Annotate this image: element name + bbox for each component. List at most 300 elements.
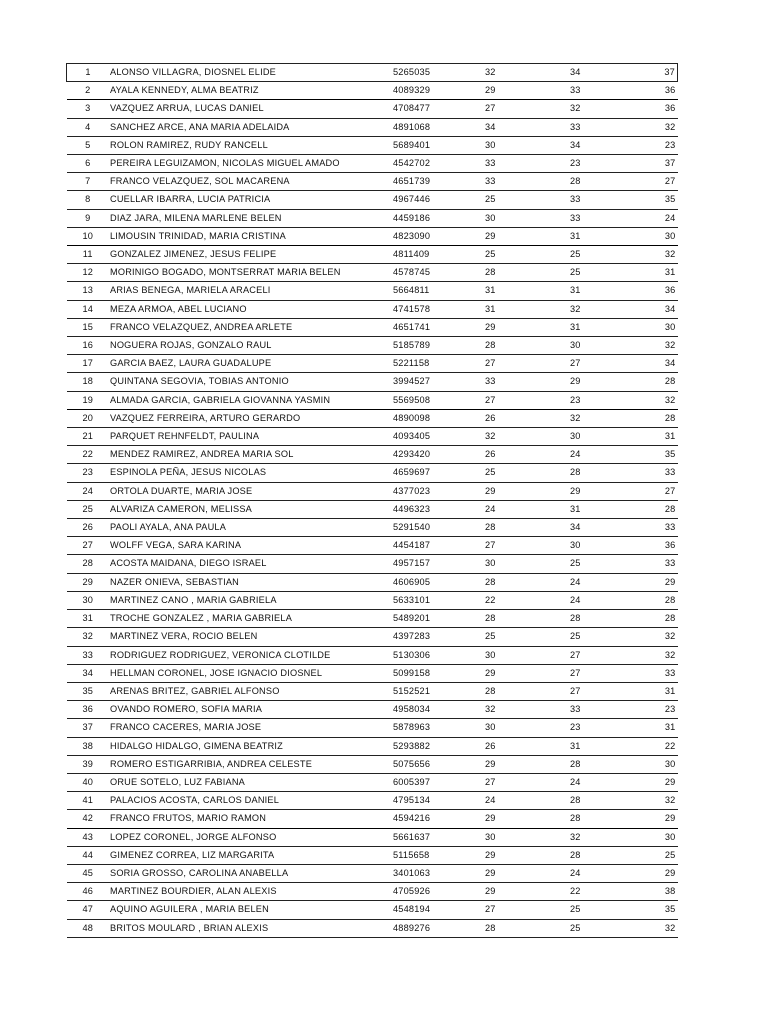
student-name-cell: RODRIGUEZ RODRIGUEZ, VERONICA CLOTILDE [109,646,391,664]
student-name-cell: MENDEZ RAMIREZ, ANDREA MARIA SOL [109,446,391,464]
student-name-cell: VAZQUEZ ARRUA, LUCAS DANIEL [109,100,391,118]
row-number-cell: 35 [67,682,110,700]
row-number-cell: 7 [67,173,110,191]
table-row [67,155,678,173]
id-number-cell: 4708477 [391,100,473,118]
score-1-cell: 26 [473,446,563,464]
student-name-cell: DIAZ JARA, MILENA MARLENE BELEN [109,209,391,227]
student-name-cell: ROLON RAMIREZ, RUDY RANCELL [109,136,391,154]
student-name-cell: HELLMAN CORONEL, JOSE IGNACIO DIOSNEL [109,664,391,682]
student-name-cell: ORTOLA DUARTE, MARIA JOSE [109,482,391,500]
student-name-cell: CUELLAR IBARRA, LUCIA PATRICIA [109,191,391,209]
score-3-cell: 31 [648,428,678,446]
id-number-cell: 3401063 [391,864,473,882]
score-1-cell: 31 [473,282,563,300]
score-2-cell: 31 [563,500,648,518]
score-2-cell: 34 [563,519,648,537]
table-row [67,82,678,100]
student-name-cell: ALONSO VILLAGRA, DIOSNEL ELIDE [109,64,391,82]
score-2-cell: 25 [563,919,648,937]
score-3-cell: 27 [648,482,678,500]
score-1-cell: 28 [473,919,563,937]
score-3-cell: 36 [648,537,678,555]
table-row [67,482,678,500]
student-name-cell: PALACIOS ACOSTA, CARLOS DANIEL [109,792,391,810]
student-name-cell: ALVARIZA CAMERON, MELISSA [109,500,391,518]
id-number-cell: 4594216 [391,810,473,828]
table-body [67,64,678,938]
table-row [67,537,678,555]
table-row [67,919,678,937]
score-2-cell: 23 [563,155,648,173]
id-number-cell: 4459186 [391,209,473,227]
score-3-cell: 36 [648,282,678,300]
score-1-cell: 29 [473,810,563,828]
row-number-cell: 15 [67,318,110,336]
table-row [67,337,678,355]
score-1-cell: 24 [473,500,563,518]
row-number-cell: 23 [67,464,110,482]
score-1-cell: 30 [473,719,563,737]
score-3-cell: 22 [648,737,678,755]
id-number-cell: 4795134 [391,792,473,810]
score-2-cell: 27 [563,664,648,682]
id-number-cell: 4542702 [391,155,473,173]
row-number-cell: 43 [67,828,110,846]
score-1-cell: 30 [473,209,563,227]
table-row [67,173,678,191]
id-number-cell: 4967446 [391,191,473,209]
student-name-cell: ESPINOLA PEÑA, JESUS NICOLAS [109,464,391,482]
row-number-cell: 8 [67,191,110,209]
score-1-cell: 28 [473,264,563,282]
score-3-cell: 33 [648,664,678,682]
table-row [67,519,678,537]
student-name-cell: SORIA GROSSO, CAROLINA ANABELLA [109,864,391,882]
table-row [67,737,678,755]
score-2-cell: 29 [563,373,648,391]
score-3-cell: 37 [648,155,678,173]
score-1-cell: 29 [473,227,563,245]
row-number-cell: 42 [67,810,110,828]
score-2-cell: 33 [563,209,648,227]
id-number-cell: 5661637 [391,828,473,846]
id-number-cell: 5291540 [391,519,473,537]
student-name-cell: TROCHE GONZALEZ , MARIA GABRIELA [109,610,391,628]
score-1-cell: 28 [473,573,563,591]
id-number-cell: 3994527 [391,373,473,391]
score-1-cell: 27 [473,773,563,791]
row-number-cell: 39 [67,755,110,773]
score-1-cell: 27 [473,391,563,409]
student-name-cell: GIMENEZ CORREA, LIZ MARGARITA [109,846,391,864]
student-name-cell: MORINIGO BOGADO, MONTSERRAT MARIA BELEN [109,264,391,282]
score-3-cell: 30 [648,227,678,245]
score-2-cell: 28 [563,173,648,191]
score-3-cell: 30 [648,318,678,336]
score-3-cell: 28 [648,409,678,427]
table-row [67,446,678,464]
score-2-cell: 28 [563,846,648,864]
score-3-cell: 32 [648,391,678,409]
student-name-cell: PEREIRA LEGUIZAMON, NICOLAS MIGUEL AMADO [109,155,391,173]
row-number-cell: 2 [67,82,110,100]
score-1-cell: 30 [473,136,563,154]
table-row [67,209,678,227]
row-number-cell: 41 [67,792,110,810]
score-3-cell: 34 [648,300,678,318]
score-1-cell: 28 [473,682,563,700]
student-name-cell: GARCIA BAEZ, LAURA GUADALUPE [109,355,391,373]
table-row [67,409,678,427]
score-1-cell: 29 [473,664,563,682]
score-2-cell: 31 [563,737,648,755]
id-number-cell: 4705926 [391,883,473,901]
score-3-cell: 32 [648,646,678,664]
score-3-cell: 25 [648,846,678,864]
score-1-cell: 28 [473,610,563,628]
score-2-cell: 24 [563,864,648,882]
score-1-cell: 33 [473,173,563,191]
id-number-cell: 4377023 [391,482,473,500]
row-number-cell: 45 [67,864,110,882]
score-3-cell: 30 [648,755,678,773]
score-2-cell: 33 [563,701,648,719]
id-number-cell: 5878963 [391,719,473,737]
score-1-cell: 31 [473,300,563,318]
score-2-cell: 24 [563,446,648,464]
score-3-cell: 27 [648,173,678,191]
score-2-cell: 27 [563,682,648,700]
row-number-cell: 20 [67,409,110,427]
student-name-cell: FRANCO VELAZQUEZ, ANDREA ARLETE [109,318,391,336]
student-name-cell: FRANCO FRUTOS, MARIO RAMON [109,810,391,828]
id-number-cell: 5265035 [391,64,473,82]
id-number-cell: 5633101 [391,591,473,609]
score-1-cell: 29 [473,318,563,336]
row-number-cell: 40 [67,773,110,791]
score-3-cell: 33 [648,519,678,537]
score-2-cell: 24 [563,573,648,591]
id-number-cell: 5099158 [391,664,473,682]
score-1-cell: 32 [473,701,563,719]
row-number-cell: 18 [67,373,110,391]
row-number-cell: 16 [67,337,110,355]
score-1-cell: 29 [473,846,563,864]
score-2-cell: 28 [563,792,648,810]
table-row [67,282,678,300]
row-number-cell: 46 [67,883,110,901]
score-1-cell: 25 [473,628,563,646]
score-1-cell: 27 [473,355,563,373]
score-2-cell: 25 [563,901,648,919]
table-row [67,682,678,700]
score-1-cell: 28 [473,519,563,537]
id-number-cell: 4397283 [391,628,473,646]
id-number-cell: 4093405 [391,428,473,446]
score-3-cell: 35 [648,901,678,919]
id-number-cell: 5130306 [391,646,473,664]
row-number-cell: 21 [67,428,110,446]
table-row [67,464,678,482]
student-name-cell: AQUINO AGUILERA , MARIA BELEN [109,901,391,919]
score-3-cell: 23 [648,136,678,154]
score-2-cell: 32 [563,828,648,846]
table-row [67,628,678,646]
row-number-cell: 29 [67,573,110,591]
table-row [67,773,678,791]
row-number-cell: 11 [67,246,110,264]
table-row [67,500,678,518]
table-row [67,664,678,682]
row-number-cell: 27 [67,537,110,555]
row-number-cell: 33 [67,646,110,664]
score-2-cell: 33 [563,191,648,209]
score-2-cell: 24 [563,591,648,609]
id-number-cell: 5664811 [391,282,473,300]
id-number-cell: 4957157 [391,555,473,573]
student-name-cell: ALMADA GARCIA, GABRIELA GIOVANNA YASMIN [109,391,391,409]
score-3-cell: 32 [648,337,678,355]
id-number-cell: 5489201 [391,610,473,628]
score-3-cell: 31 [648,719,678,737]
table-row [67,373,678,391]
score-2-cell: 28 [563,464,648,482]
score-3-cell: 24 [648,209,678,227]
id-number-cell: 4454187 [391,537,473,555]
id-number-cell: 5221158 [391,355,473,373]
student-name-cell: HIDALGO HIDALGO, GIMENA BEATRIZ [109,737,391,755]
student-name-cell: AYALA KENNEDY, ALMA BEATRIZ [109,82,391,100]
row-number-cell: 24 [67,482,110,500]
score-3-cell: 32 [648,246,678,264]
table-row [67,846,678,864]
id-number-cell: 4578745 [391,264,473,282]
student-name-cell: FRANCO CACERES, MARIA JOSE [109,719,391,737]
student-name-cell: ROMERO ESTIGARRIBIA, ANDREA CELESTE [109,755,391,773]
score-1-cell: 27 [473,537,563,555]
score-1-cell: 28 [473,337,563,355]
score-3-cell: 32 [648,628,678,646]
score-1-cell: 27 [473,100,563,118]
score-2-cell: 34 [563,64,648,82]
score-1-cell: 32 [473,64,563,82]
id-number-cell: 5185789 [391,337,473,355]
score-2-cell: 27 [563,646,648,664]
id-number-cell: 4651739 [391,173,473,191]
score-3-cell: 38 [648,883,678,901]
table-row [67,810,678,828]
id-number-cell: 4890098 [391,409,473,427]
score-3-cell: 32 [648,919,678,937]
row-number-cell: 31 [67,610,110,628]
score-1-cell: 27 [473,901,563,919]
table-row [67,591,678,609]
score-1-cell: 25 [473,464,563,482]
score-3-cell: 34 [648,355,678,373]
score-3-cell: 29 [648,573,678,591]
score-2-cell: 23 [563,719,648,737]
score-1-cell: 26 [473,737,563,755]
score-1-cell: 30 [473,828,563,846]
score-3-cell: 36 [648,100,678,118]
score-1-cell: 22 [473,591,563,609]
id-number-cell: 4958034 [391,701,473,719]
table-row [67,646,678,664]
student-name-cell: MARTINEZ CANO , MARIA GABRIELA [109,591,391,609]
id-number-cell: 4891068 [391,118,473,136]
row-number-cell: 10 [67,227,110,245]
table-row [67,755,678,773]
id-number-cell: 5152521 [391,682,473,700]
id-number-cell: 6005397 [391,773,473,791]
student-name-cell: MARTINEZ BOURDIER, ALAN ALEXIS [109,883,391,901]
score-2-cell: 32 [563,300,648,318]
student-name-cell: FRANCO VELAZQUEZ, SOL MACARENA [109,173,391,191]
table-row [67,355,678,373]
score-2-cell: 31 [563,227,648,245]
score-1-cell: 32 [473,428,563,446]
table-row [67,64,678,82]
score-1-cell: 29 [473,864,563,882]
score-2-cell: 32 [563,409,648,427]
student-name-cell: MEZA ARMOA, ABEL LUCIANO [109,300,391,318]
row-number-cell: 32 [67,628,110,646]
table-row [67,300,678,318]
row-number-cell: 34 [67,664,110,682]
score-3-cell: 35 [648,191,678,209]
score-2-cell: 31 [563,282,648,300]
row-number-cell: 26 [67,519,110,537]
score-3-cell: 28 [648,610,678,628]
score-2-cell: 25 [563,246,648,264]
score-2-cell: 30 [563,428,648,446]
score-2-cell: 34 [563,136,648,154]
row-number-cell: 6 [67,155,110,173]
row-number-cell: 30 [67,591,110,609]
student-name-cell: NOGUERA ROJAS, GONZALO RAUL [109,337,391,355]
table-row [67,719,678,737]
row-number-cell: 47 [67,901,110,919]
score-2-cell: 28 [563,810,648,828]
score-1-cell: 34 [473,118,563,136]
score-3-cell: 35 [648,446,678,464]
row-number-cell: 1 [67,64,110,82]
student-name-cell: NAZER ONIEVA, SEBASTIAN [109,573,391,591]
id-number-cell: 4889276 [391,919,473,937]
score-2-cell: 24 [563,773,648,791]
id-number-cell: 4548194 [391,901,473,919]
score-2-cell: 28 [563,610,648,628]
student-name-cell: ACOSTA MAIDANA, DIEGO ISRAEL [109,555,391,573]
score-2-cell: 30 [563,337,648,355]
score-2-cell: 29 [563,482,648,500]
student-name-cell: MARTINEZ VERA, ROCIO BELEN [109,628,391,646]
score-3-cell: 33 [648,464,678,482]
student-name-cell: SANCHEZ ARCE, ANA MARIA ADELAIDA [109,118,391,136]
score-1-cell: 26 [473,409,563,427]
row-number-cell: 37 [67,719,110,737]
score-3-cell: 23 [648,701,678,719]
score-2-cell: 28 [563,755,648,773]
id-number-cell: 5075656 [391,755,473,773]
row-number-cell: 44 [67,846,110,864]
row-number-cell: 13 [67,282,110,300]
score-3-cell: 37 [648,64,678,82]
score-2-cell: 25 [563,628,648,646]
id-number-cell: 4293420 [391,446,473,464]
score-1-cell: 25 [473,191,563,209]
table-row [67,555,678,573]
score-2-cell: 23 [563,391,648,409]
id-number-cell: 4823090 [391,227,473,245]
table-row [67,391,678,409]
score-2-cell: 32 [563,100,648,118]
table-row [67,701,678,719]
student-name-cell: PARQUET REHNFELDT, PAULINA [109,428,391,446]
score-3-cell: 30 [648,828,678,846]
id-number-cell: 4651741 [391,318,473,336]
score-3-cell: 29 [648,864,678,882]
score-2-cell: 27 [563,355,648,373]
table-row [67,610,678,628]
student-name-cell: LOPEZ CORONEL, JORGE ALFONSO [109,828,391,846]
id-number-cell: 4741578 [391,300,473,318]
score-1-cell: 29 [473,482,563,500]
student-name-cell: GONZALEZ JIMENEZ, JESUS FELIPE [109,246,391,264]
student-name-cell: ORUE SOTELO, LUZ FABIANA [109,773,391,791]
id-number-cell: 4089329 [391,82,473,100]
student-name-cell: PAOLI AYALA, ANA PAULA [109,519,391,537]
score-3-cell: 28 [648,591,678,609]
score-2-cell: 25 [563,264,648,282]
score-2-cell: 31 [563,318,648,336]
score-1-cell: 30 [473,555,563,573]
score-2-cell: 30 [563,537,648,555]
table-row [67,264,678,282]
student-name-cell: BRITOS MOULARD , BRIAN ALEXIS [109,919,391,937]
row-number-cell: 36 [67,701,110,719]
row-number-cell: 25 [67,500,110,518]
row-number-cell: 48 [67,919,110,937]
score-2-cell: 33 [563,118,648,136]
student-name-cell: ARENAS BRITEZ, GABRIEL ALFONSO [109,682,391,700]
row-number-cell: 4 [67,118,110,136]
score-3-cell: 36 [648,82,678,100]
score-1-cell: 24 [473,792,563,810]
score-2-cell: 22 [563,883,648,901]
student-name-cell: ARIAS BENEGA, MARIELA ARACELI [109,282,391,300]
table-row [67,118,678,136]
table-row [67,428,678,446]
table-row [67,792,678,810]
id-number-cell: 4659697 [391,464,473,482]
id-number-cell: 5569508 [391,391,473,409]
row-number-cell: 17 [67,355,110,373]
table-row [67,246,678,264]
row-number-cell: 38 [67,737,110,755]
score-2-cell: 33 [563,82,648,100]
score-3-cell: 32 [648,118,678,136]
student-name-cell: LIMOUSIN TRINIDAD, MARIA CRISTINA [109,227,391,245]
row-number-cell: 9 [67,209,110,227]
score-1-cell: 29 [473,883,563,901]
student-score-table [66,63,678,938]
student-name-cell: OVANDO ROMERO, SOFIA MARIA [109,701,391,719]
table-row [67,573,678,591]
score-1-cell: 33 [473,373,563,391]
student-name-cell: WOLFF VEGA, SARA KARINA [109,537,391,555]
